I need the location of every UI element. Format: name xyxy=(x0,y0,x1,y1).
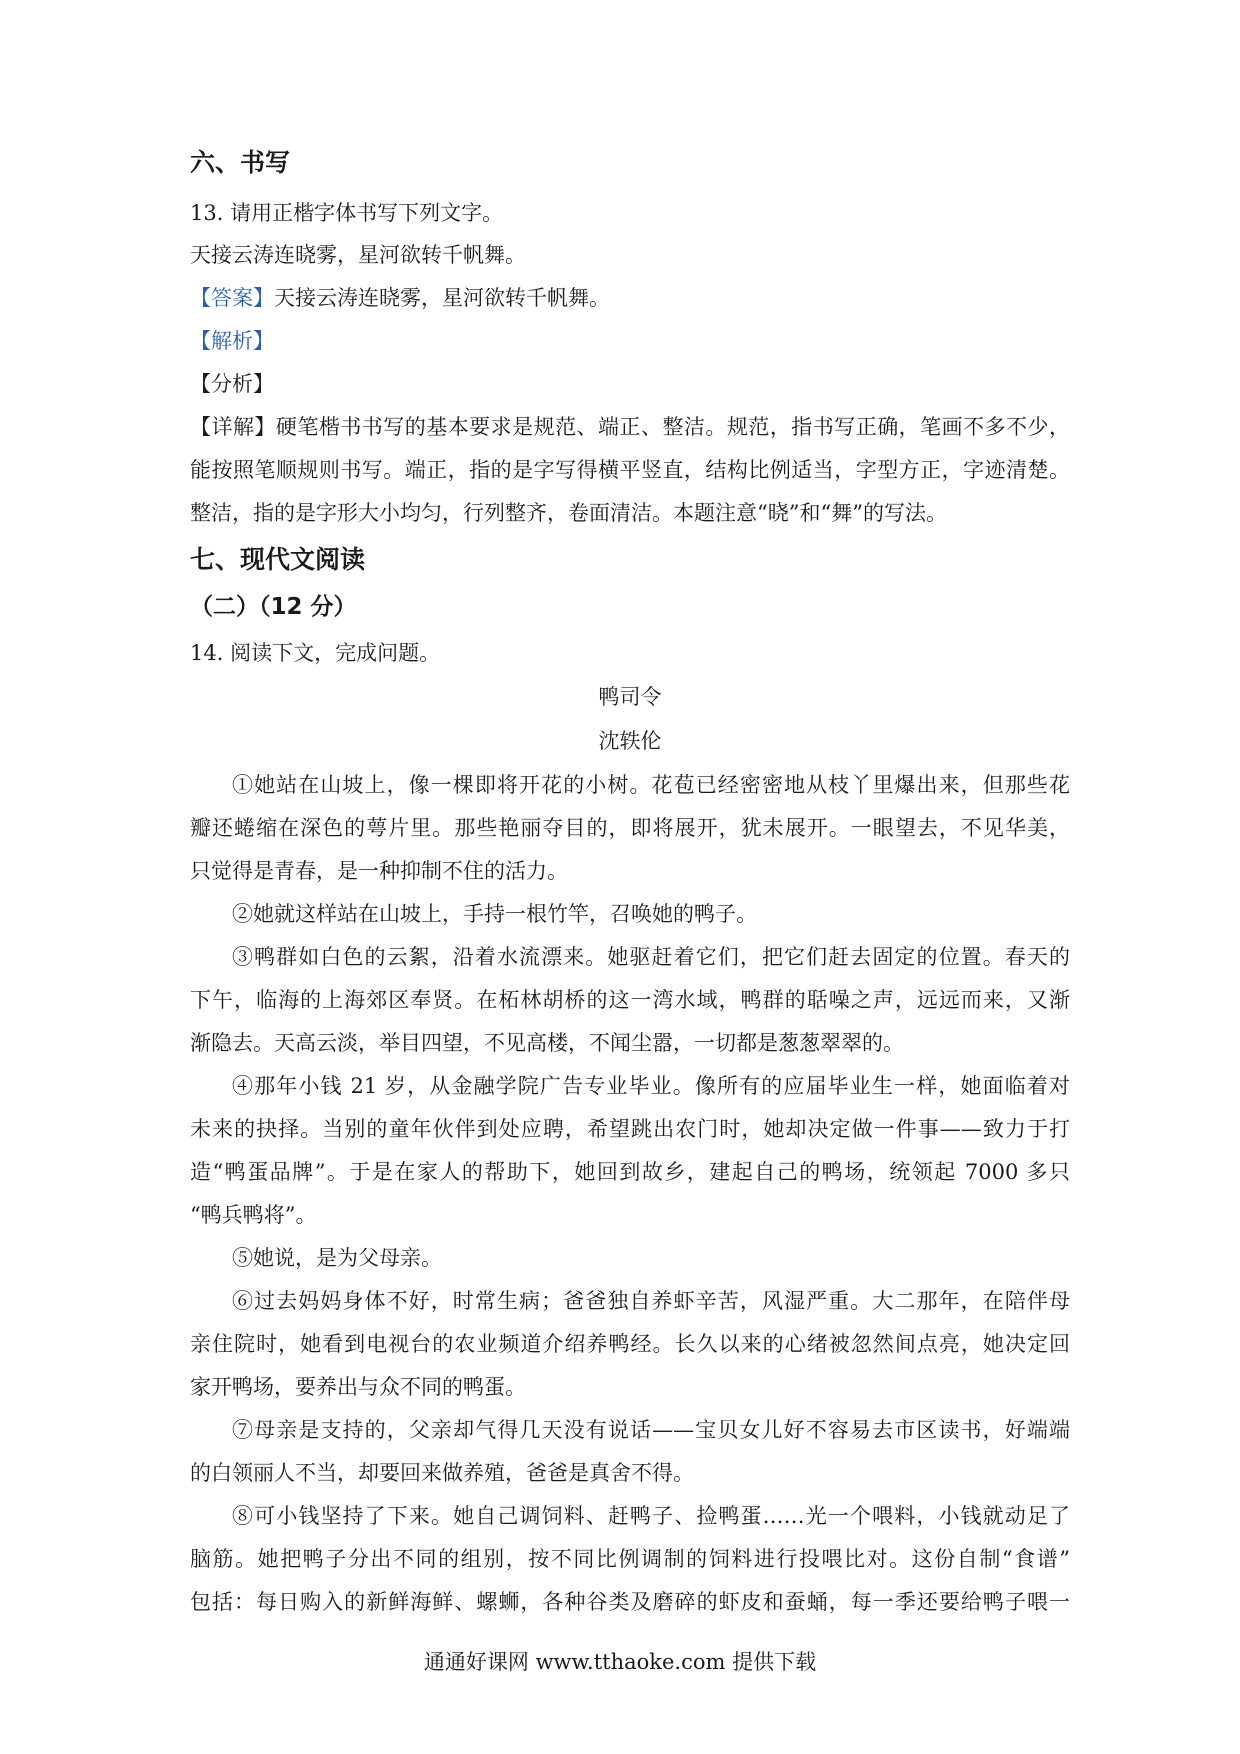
article-line: 未来的抉择。当别的童年伙伴到处应聘，希望跳出农门时，她却决定做一件事——致力于打 xyxy=(190,1117,1070,1141)
article-line: ⑦母亲是支持的，父亲却气得几天没有说话——宝贝女儿好不容易去市区读书，好端端 xyxy=(232,1418,1070,1442)
answer-line xyxy=(190,283,1070,313)
article-title: 鸭司令 xyxy=(598,685,662,709)
article-line: ①她站在山坡上，像一棵即将开花的小树。花苞已经密密地从枝丫里爆出来，但那些花 xyxy=(232,773,1070,797)
article-line: 下午，临海的上海郊区奉贤。在柘林胡桥的这一湾水域，鸭群的聒噪之声，远远而来，又渐 xyxy=(190,988,1070,1012)
article-line: ②她就这样站在山坡上，手持一根竹竿，召唤她的鸭子。 xyxy=(232,902,757,926)
article-line: 脑筋。她把鸭子分出不同的组别，按不同比例调制的饲料进行投喂比对。这份自制“食谱” xyxy=(190,1547,1070,1571)
detail-line-3: 整洁，指的是字形大小均匀，行列整齐，卷面清洁。本题注意“晓”和“舞”的写法。 xyxy=(190,501,947,525)
article-author: 沈轶伦 xyxy=(598,729,662,753)
detail-line-2: 能按照笔顺规则书写。端正，指的是字写得横平竖直，结构比例适当，字型方正，字迹清楚。 xyxy=(190,458,1070,482)
article-line: ③鸭群如白色的云絮，沿着水流漂来。她驱赶着它们，把它们赶去固定的位置。春天的 xyxy=(232,945,1070,969)
subsection-heading: （二）（12 分） xyxy=(190,594,357,620)
article-line: “鸭兵鸭将”。 xyxy=(190,1203,317,1227)
detail-line-1 xyxy=(190,412,1070,442)
fenxi-label: 【分析】 xyxy=(190,372,274,396)
question-14: 14. 阅读下文，完成问题。 xyxy=(190,641,441,665)
analysis-label-text: 【解析】 xyxy=(190,329,274,353)
article-line: 的白领丽人不当，却要回来做养殖，爸爸是真舍不得。 xyxy=(190,1461,694,1485)
article-line: 瓣还蜷缩在深色的萼片里。那些艳丽夺目的，即将展开，犹未展开。一眼望去，不见华美， xyxy=(190,816,1070,840)
article-line: 只觉得是青春，是一种抑制不住的活力。 xyxy=(190,859,568,883)
question-13: 13. 请用正楷字体书写下列文字。 xyxy=(190,201,504,225)
article-line: 造“鸭蛋品牌”。于是在家人的帮助下，她回到故乡，建起自己的鸭场，统领起 7000 多只 xyxy=(190,1160,1070,1184)
article-line: ⑥过去妈妈身体不好，时常生病；爸爸独自养虾辛苦，风湿严重。大二那年，在陪伴母 xyxy=(232,1289,1070,1313)
detail-label: 【详解】 xyxy=(190,415,276,439)
answer-label: 【答案】 xyxy=(190,286,274,310)
article-line: 渐隐去。天高云淡，举目四望，不见高楼，不闻尘嚣，一切都是葱葱翠翠的。 xyxy=(190,1031,904,1055)
detail-text-1: 硬笔楷书书写的基本要求是规范、端正、整洁。规范，指书写正确，笔画不多不少， xyxy=(275,415,1071,439)
answer-text: 天接云涛连晓雾，星河欲转千帆舞。 xyxy=(274,286,610,310)
article-line: 包括：每日购入的新鲜海鲜、螺蛳，各种谷类及磨碎的虾皮和蚕蛹，每一季还要给鸭子喂一 xyxy=(190,1590,1070,1614)
article-line: ④那年小钱 21 岁，从金融学院广告专业毕业。像所有的应届毕业生一样，她面临着对 xyxy=(232,1074,1070,1098)
analysis-label xyxy=(190,326,1070,356)
article-line: 家开鸭场，要养出与众不同的鸭蛋。 xyxy=(190,1375,526,1399)
section-heading-writing: 六、书写 xyxy=(190,148,291,177)
article-line: ⑧可小钱坚持了下来。她自己调饲料、赶鸭子、捡鸭蛋……光一个喂料，小钱就动足了 xyxy=(232,1504,1070,1528)
section-heading-reading: 七、现代文阅读 xyxy=(190,545,366,574)
article-line: 亲住院时，她看到电视台的农业频道介绍养鸭经。长久以来的心绪被忽然间点亮，她决定回 xyxy=(190,1332,1070,1356)
article-line: ⑤她说，是为父母亲。 xyxy=(232,1246,442,1270)
writing-text: 天接云涛连晓雾，星河欲转千帆舞。 xyxy=(190,243,526,267)
page-footer: 通通好课网 www.tthaoke.com 提供下载 xyxy=(423,1650,817,1674)
